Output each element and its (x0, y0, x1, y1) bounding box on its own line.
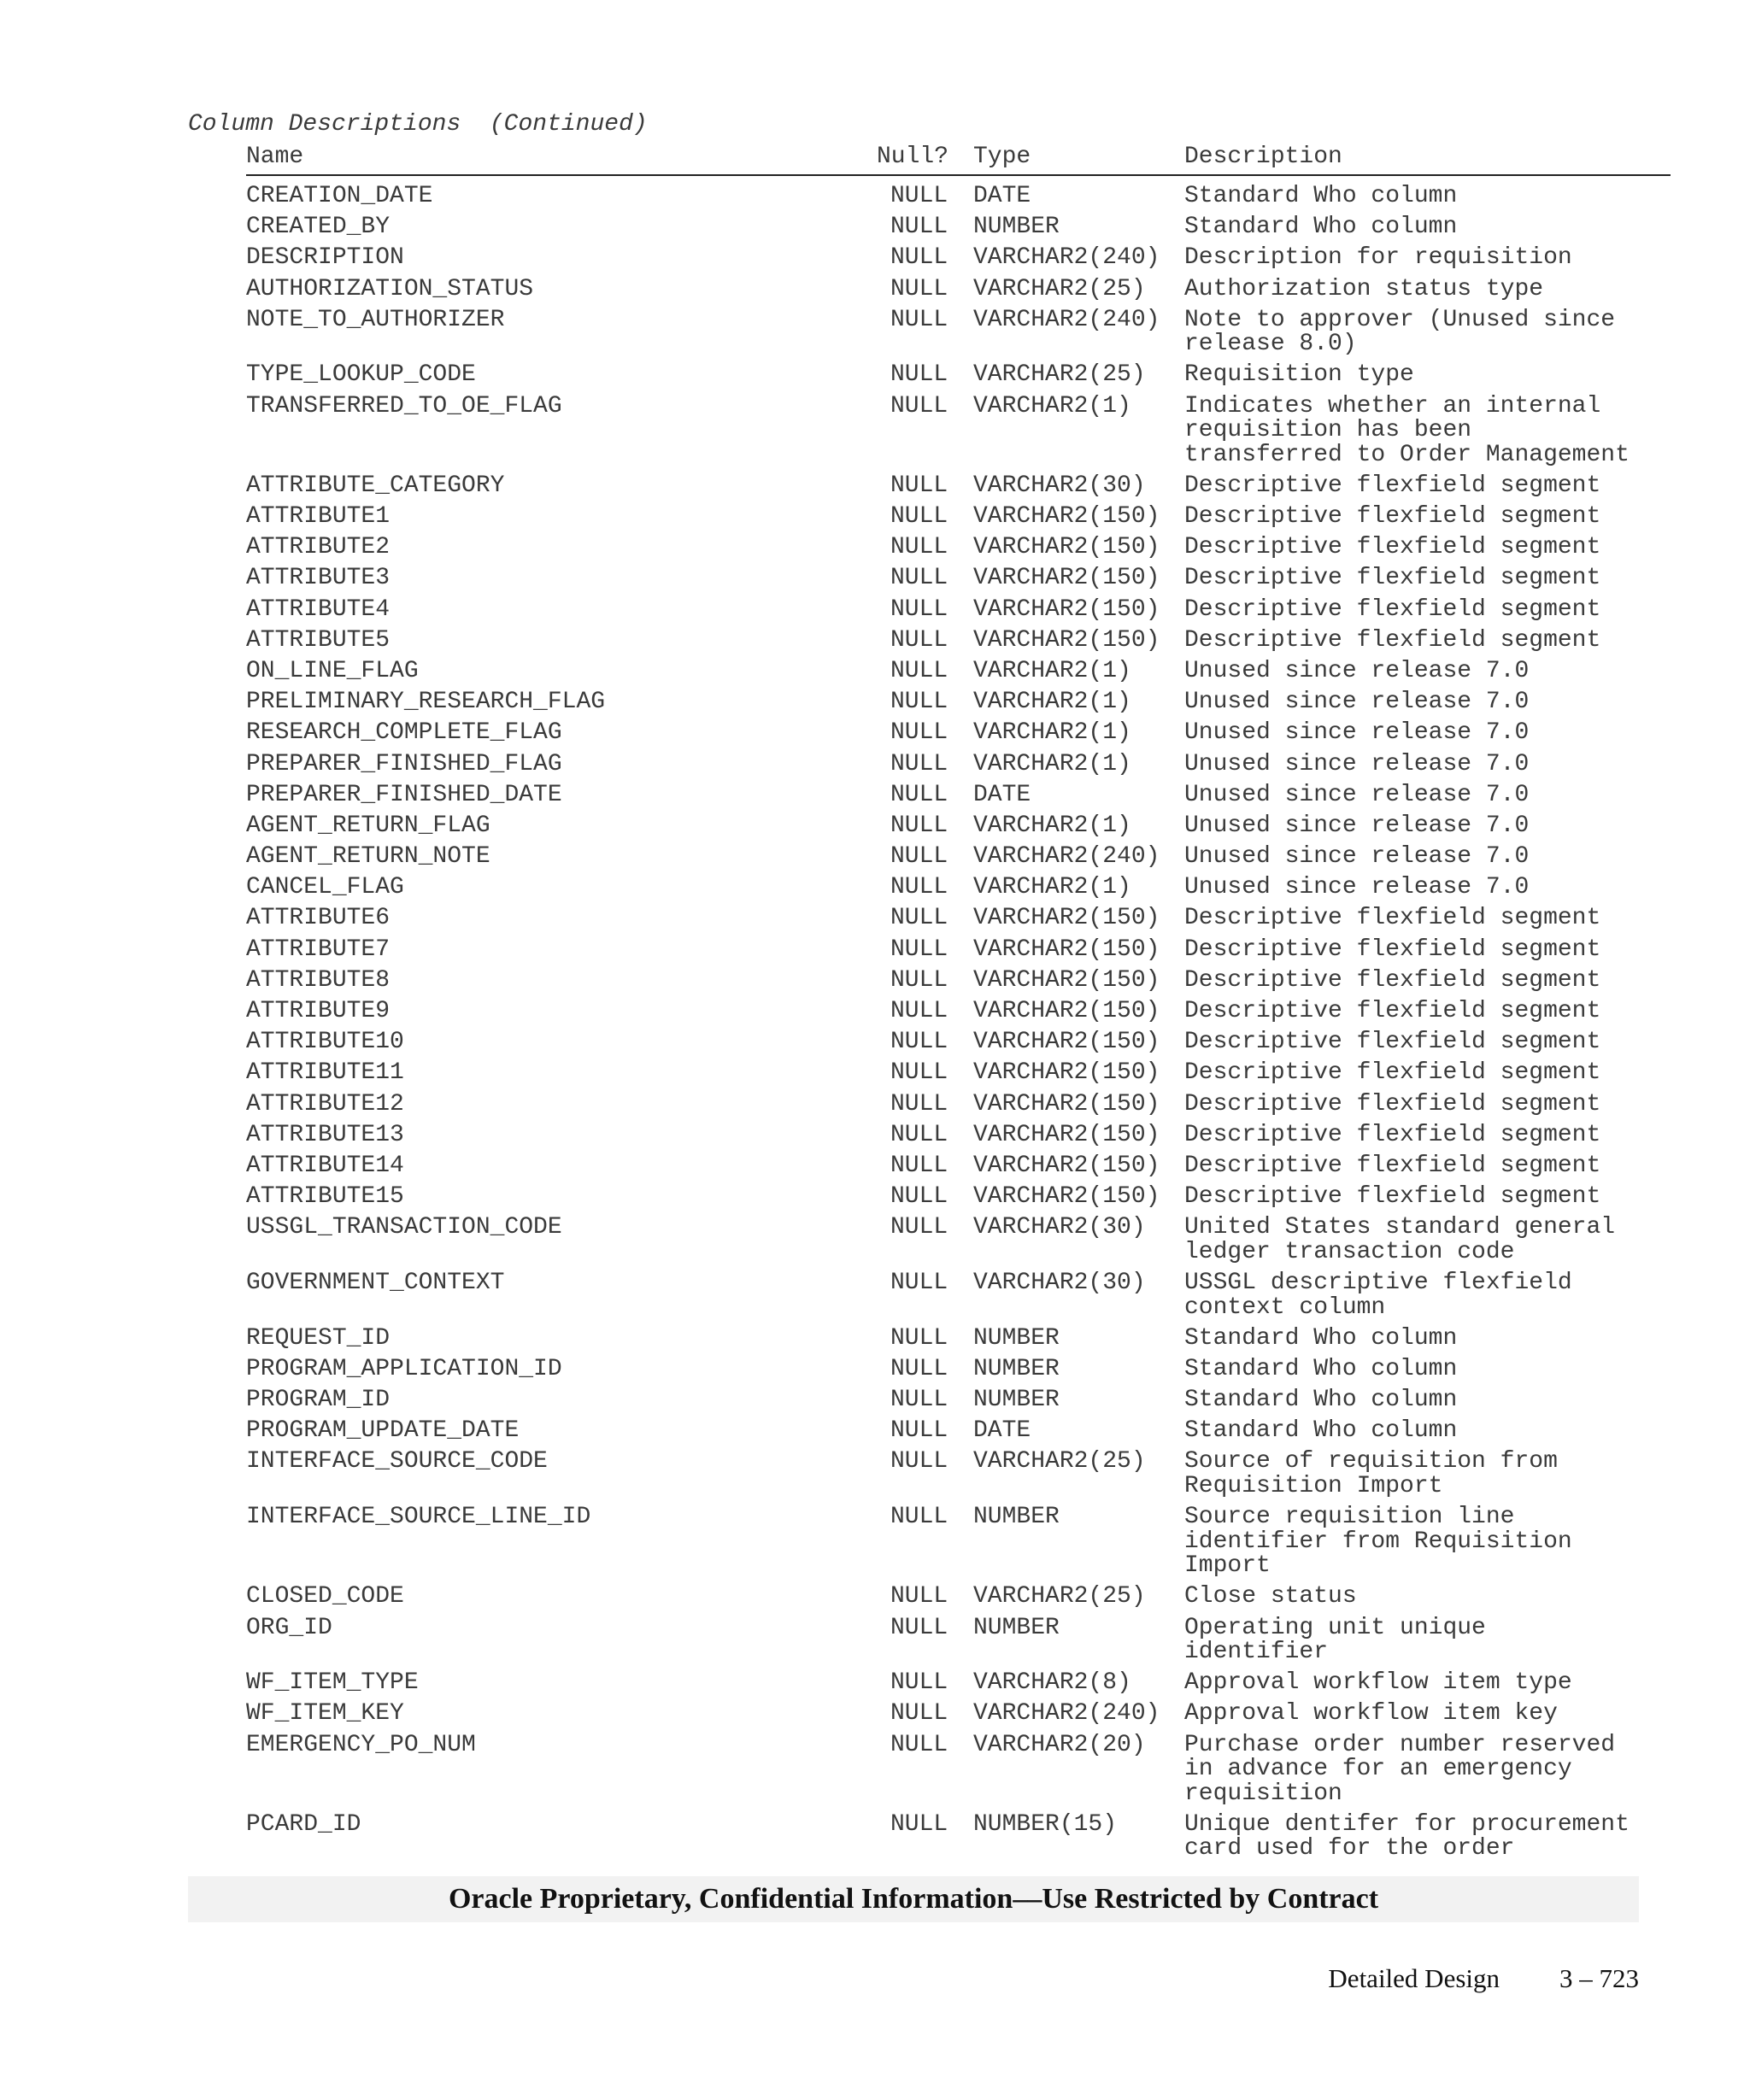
column-type: VARCHAR2(150) (973, 565, 1160, 592)
column-description: Descriptive flexfield segment (1184, 1183, 1601, 1211)
column-name: WF_ITEM_KEY (246, 1700, 404, 1728)
column-type: VARCHAR2(150) (973, 936, 1160, 963)
column-name: INTERFACE_SOURCE_CODE (246, 1448, 548, 1475)
column-description: Descriptive flexfield segment (1184, 534, 1601, 561)
table-row (246, 505, 1671, 530)
column-description: Standard Who column (1184, 1417, 1458, 1445)
column-null: NULL (890, 966, 948, 994)
column-type: VARCHAR2(150) (973, 595, 1160, 623)
column-type: VARCHAR2(1) (973, 750, 1131, 777)
column-name: ATTRIBUTE1 (246, 503, 391, 530)
column-type: NUMBER (973, 214, 1060, 241)
header-type: Type (973, 144, 1031, 170)
header-null: Null? (877, 144, 949, 170)
header-description: Description (1184, 144, 1342, 170)
column-null: NULL (890, 214, 948, 241)
column-type: VARCHAR2(8) (973, 1669, 1131, 1697)
column-name: USSGL_TRANSACTION_CODE (246, 1214, 562, 1241)
column-type: VARCHAR2(150) (973, 998, 1160, 1024)
column-description: Source requisition line identifier from Requisition Import (1184, 1504, 1572, 1580)
column-null: NULL (890, 1270, 948, 1296)
column-type: VARCHAR2(240) (973, 306, 1160, 333)
column-type: VARCHAR2(30) (973, 1270, 1146, 1296)
column-name: GOVERNMENT_CONTEXT (246, 1270, 505, 1296)
column-null: NULL (890, 1669, 948, 1697)
column-null: NULL (890, 1810, 948, 1838)
column-type: NUMBER (973, 1504, 1060, 1531)
column-null: NULL (890, 998, 948, 1024)
column-type: VARCHAR2(240) (973, 244, 1160, 272)
column-type: VARCHAR2(20) (973, 1731, 1146, 1758)
column-name: ON_LINE_FLAG (246, 657, 419, 684)
column-name: ORG_ID (246, 1614, 332, 1641)
table-row (246, 1271, 1671, 1320)
table-row (246, 1450, 1671, 1499)
column-null: NULL (890, 472, 948, 499)
column-type: VARCHAR2(240) (973, 843, 1160, 871)
column-type: VARCHAR2(25) (973, 361, 1146, 389)
header-name: Name (246, 144, 304, 170)
table-row (246, 1388, 1671, 1413)
table-row (246, 938, 1671, 963)
table-row (246, 246, 1671, 271)
table-row (246, 721, 1671, 746)
column-description: Description for requisition (1184, 244, 1572, 272)
column-description: Approval workflow item type (1184, 1669, 1572, 1697)
table-row (246, 1671, 1671, 1696)
column-name: TRANSFERRED_TO_OE_FLAG (246, 392, 562, 419)
table-row (246, 1000, 1671, 1024)
table-row (246, 1090, 1671, 1117)
column-null: NULL (890, 1417, 948, 1445)
column-type: VARCHAR2(150) (973, 1183, 1160, 1211)
column-type: VARCHAR2(1) (973, 657, 1131, 684)
column-type: VARCHAR2(25) (973, 1448, 1146, 1475)
column-name: AUTHORIZATION_STATUS (246, 275, 534, 302)
column-description: Standard Who column (1184, 1387, 1458, 1414)
footer-section-title: Detailed Design (1328, 1963, 1500, 1993)
column-name: ATTRIBUTE2 (246, 534, 391, 561)
column-description: Descriptive flexfield segment (1184, 503, 1601, 530)
column-type: DATE (973, 781, 1031, 808)
column-null: NULL (890, 361, 948, 389)
column-description: Descriptive flexfield segment (1184, 595, 1601, 623)
column-name: ATTRIBUTE_CATEGORY (246, 472, 505, 499)
table-caption: Column Descriptions (Continued) (188, 111, 648, 138)
table-row (246, 1061, 1671, 1086)
column-null: NULL (890, 1029, 948, 1056)
column-null: NULL (890, 595, 948, 623)
column-description: Descriptive flexfield segment (1184, 966, 1601, 994)
column-description: Descriptive flexfield segment (1184, 626, 1601, 654)
column-name: EMERGENCY_PO_NUM (246, 1731, 476, 1758)
table-row (246, 308, 1671, 357)
column-type: DATE (973, 183, 1031, 209)
column-type: VARCHAR2(150) (973, 966, 1160, 994)
table-row (246, 783, 1671, 808)
column-name: DESCRIPTION (246, 244, 404, 272)
column-type: VARCHAR2(30) (973, 1214, 1146, 1241)
table-row (246, 690, 1671, 715)
column-null: NULL (890, 781, 948, 808)
column-description: Unique dentifer for procurement card used for the order (1184, 1810, 1630, 1862)
column-name: TYPE_LOOKUP_CODE (246, 361, 476, 389)
column-null: NULL (890, 719, 948, 747)
column-null: NULL (890, 1214, 948, 1241)
table-row (246, 1733, 1671, 1807)
column-name: PREPARER_FINISHED_DATE (246, 781, 562, 808)
table-row (246, 1616, 1671, 1665)
column-name: ATTRIBUTE15 (246, 1183, 404, 1211)
column-description: Requisition type (1184, 361, 1414, 389)
column-null: NULL (890, 534, 948, 561)
table-row (246, 185, 1671, 209)
column-name: CANCEL_FLAG (246, 874, 404, 901)
column-type: VARCHAR2(25) (973, 1583, 1146, 1610)
column-description: United States standard general ledger transaction code (1184, 1214, 1616, 1265)
column-null: NULL (890, 1090, 948, 1117)
table-header (246, 142, 1671, 176)
column-name: ATTRIBUTE7 (246, 936, 391, 963)
table-row (246, 566, 1671, 591)
column-description: Descriptive flexfield segment (1184, 936, 1601, 963)
table-row (246, 1154, 1671, 1179)
column-name: NOTE_TO_AUTHORIZER (246, 306, 505, 333)
column-description: USSGL descriptive flexfield context column (1184, 1270, 1572, 1321)
table-row (246, 626, 1671, 654)
column-description: Descriptive flexfield segment (1184, 1059, 1601, 1087)
table-row (246, 906, 1671, 931)
column-null: NULL (890, 244, 948, 272)
column-name: PRELIMINARY_RESEARCH_FLAG (246, 689, 606, 716)
table-row (246, 1216, 1671, 1264)
column-name: PCARD_ID (246, 1810, 361, 1838)
column-description: Authorization status type (1184, 275, 1544, 302)
column-description: Operating unit unique identifier (1184, 1614, 1486, 1665)
column-name: CLOSED_CODE (246, 1583, 404, 1610)
column-null: NULL (890, 1448, 948, 1475)
column-type: VARCHAR2(1) (973, 719, 1131, 747)
column-name: ATTRIBUTE5 (246, 626, 391, 654)
column-null: NULL (890, 1324, 948, 1352)
column-null: NULL (890, 874, 948, 901)
column-description: Unused since release 7.0 (1184, 874, 1530, 901)
column-description: Descriptive flexfield segment (1184, 472, 1601, 499)
column-null: NULL (890, 812, 948, 839)
column-name: ATTRIBUTE4 (246, 595, 391, 623)
column-name: INTERFACE_SOURCE_LINE_ID (246, 1504, 591, 1531)
column-description: Indicates whether an internal requisition has been transferred to Order Management (1184, 392, 1630, 468)
table-row (246, 474, 1671, 499)
column-description: Descriptive flexfield segment (1184, 1121, 1601, 1148)
column-type: VARCHAR2(150) (973, 1029, 1160, 1056)
column-type: VARCHAR2(150) (973, 1152, 1160, 1179)
column-name: PROGRAM_ID (246, 1387, 391, 1414)
column-name: AGENT_RETURN_NOTE (246, 843, 490, 871)
column-description: Unused since release 7.0 (1184, 781, 1530, 808)
column-null: NULL (890, 905, 948, 932)
table-row (246, 215, 1671, 240)
table-row (246, 657, 1671, 684)
column-description: Purchase order number reserved in advance for an emergency requisition (1184, 1731, 1616, 1807)
column-name: ATTRIBUTE12 (246, 1090, 404, 1117)
table-row (246, 1702, 1671, 1727)
table-row (246, 363, 1671, 388)
table-row (246, 1355, 1671, 1382)
column-name: ATTRIBUTE6 (246, 905, 391, 932)
column-description: Unused since release 7.0 (1184, 719, 1530, 747)
column-name: PROGRAM_APPLICATION_ID (246, 1355, 562, 1382)
column-description: Descriptive flexfield segment (1184, 998, 1601, 1024)
column-null: NULL (890, 1355, 948, 1382)
column-description: Source of requisition from Requisition Import (1184, 1448, 1558, 1499)
column-null: NULL (890, 183, 948, 209)
column-type: VARCHAR2(30) (973, 472, 1146, 499)
column-name: ATTRIBUTE14 (246, 1152, 404, 1179)
column-name: ATTRIBUTE13 (246, 1121, 404, 1148)
column-description: Standard Who column (1184, 1355, 1458, 1382)
column-type: VARCHAR2(150) (973, 534, 1160, 561)
column-type: NUMBER (973, 1355, 1060, 1382)
column-type: VARCHAR2(1) (973, 689, 1131, 716)
column-name: RESEARCH_COMPLETE_FLAG (246, 719, 562, 747)
column-null: NULL (890, 1614, 948, 1641)
column-type: VARCHAR2(240) (973, 1700, 1160, 1728)
column-description: Unused since release 7.0 (1184, 657, 1530, 684)
column-description: Standard Who column (1184, 183, 1458, 209)
column-description: Descriptive flexfield segment (1184, 1152, 1601, 1179)
column-null: NULL (890, 1387, 948, 1414)
column-description: Close status (1184, 1583, 1357, 1610)
column-name: ATTRIBUTE8 (246, 966, 391, 994)
table-row (246, 876, 1671, 900)
column-type: NUMBER (973, 1614, 1060, 1641)
column-name: CREATED_BY (246, 214, 391, 241)
column-null: NULL (890, 392, 948, 419)
column-null: NULL (890, 503, 948, 530)
column-type: VARCHAR2(150) (973, 626, 1160, 654)
column-description: Standard Who column (1184, 214, 1458, 241)
column-null: NULL (890, 565, 948, 592)
column-name: ATTRIBUTE3 (246, 565, 391, 592)
table-row (246, 845, 1671, 870)
table-row (246, 1585, 1671, 1610)
column-name: CREATION_DATE (246, 183, 433, 209)
column-description: Descriptive flexfield segment (1184, 1090, 1601, 1117)
column-name: WF_ITEM_TYPE (246, 1669, 419, 1697)
column-type: DATE (973, 1417, 1031, 1445)
column-null: NULL (890, 275, 948, 302)
column-type: NUMBER (973, 1324, 1060, 1352)
column-type: VARCHAR2(1) (973, 392, 1131, 419)
column-type: VARCHAR2(150) (973, 1059, 1160, 1087)
column-null: NULL (890, 626, 948, 654)
page-number: 3 – 723 (1559, 1963, 1639, 1993)
table-row (246, 1185, 1671, 1210)
column-description: Unused since release 7.0 (1184, 689, 1530, 716)
column-description: Descriptive flexfield segment (1184, 905, 1601, 932)
table-row (246, 1810, 1671, 1862)
column-null: NULL (890, 657, 948, 684)
table-body (246, 185, 1671, 1868)
column-null: NULL (890, 843, 948, 871)
column-null: NULL (890, 936, 948, 963)
column-type: VARCHAR2(150) (973, 1090, 1160, 1117)
column-name: PREPARER_FINISHED_FLAG (246, 750, 562, 777)
column-null: NULL (890, 1183, 948, 1211)
column-type: VARCHAR2(25) (973, 275, 1146, 302)
column-description: Unused since release 7.0 (1184, 843, 1530, 871)
table-row (246, 595, 1671, 623)
column-type: VARCHAR2(150) (973, 503, 1160, 530)
table-row (246, 750, 1671, 777)
column-null: NULL (890, 1152, 948, 1179)
column-null: NULL (890, 1121, 948, 1148)
column-type: VARCHAR2(1) (973, 812, 1131, 839)
column-type: NUMBER (973, 1387, 1060, 1414)
column-type: VARCHAR2(150) (973, 905, 1160, 932)
column-null: NULL (890, 689, 948, 716)
table-row (246, 1419, 1671, 1444)
column-description: Approval workflow item key (1184, 1700, 1558, 1728)
column-name: PROGRAM_UPDATE_DATE (246, 1417, 520, 1445)
column-type: NUMBER(15) (973, 1810, 1118, 1838)
column-null: NULL (890, 1059, 948, 1087)
column-name: REQUEST_ID (246, 1324, 391, 1352)
table-row (246, 392, 1671, 468)
column-type: VARCHAR2(1) (973, 874, 1131, 901)
column-description: Standard Who column (1184, 1324, 1458, 1352)
column-description: Unused since release 7.0 (1184, 812, 1530, 839)
table-row (246, 966, 1671, 994)
column-description: Unused since release 7.0 (1184, 750, 1530, 777)
column-name: AGENT_RETURN_FLAG (246, 812, 490, 839)
table-row (246, 1505, 1671, 1579)
table-row (246, 1324, 1671, 1352)
column-null: NULL (890, 1583, 948, 1610)
table-row (246, 536, 1671, 560)
column-null: NULL (890, 1504, 948, 1531)
column-name: ATTRIBUTE11 (246, 1059, 404, 1087)
column-null: NULL (890, 1731, 948, 1758)
column-description: Descriptive flexfield segment (1184, 565, 1601, 592)
column-description: Note to approver (Unused since release 8.0) (1184, 306, 1616, 358)
page-footer (1328, 1963, 1639, 1994)
table-row (246, 814, 1671, 839)
column-null: NULL (890, 750, 948, 777)
column-description: Descriptive flexfield segment (1184, 1029, 1601, 1056)
column-null: NULL (890, 306, 948, 333)
table-row (246, 275, 1671, 302)
column-type: VARCHAR2(150) (973, 1121, 1160, 1148)
table-row (246, 1123, 1671, 1148)
column-name: ATTRIBUTE10 (246, 1029, 404, 1056)
column-name: ATTRIBUTE9 (246, 998, 391, 1024)
table-row (246, 1030, 1671, 1055)
column-null: NULL (890, 1700, 948, 1728)
confidentiality-banner: Oracle Proprietary, Confidential Information––Use Restricted by Contract (188, 1876, 1639, 1922)
